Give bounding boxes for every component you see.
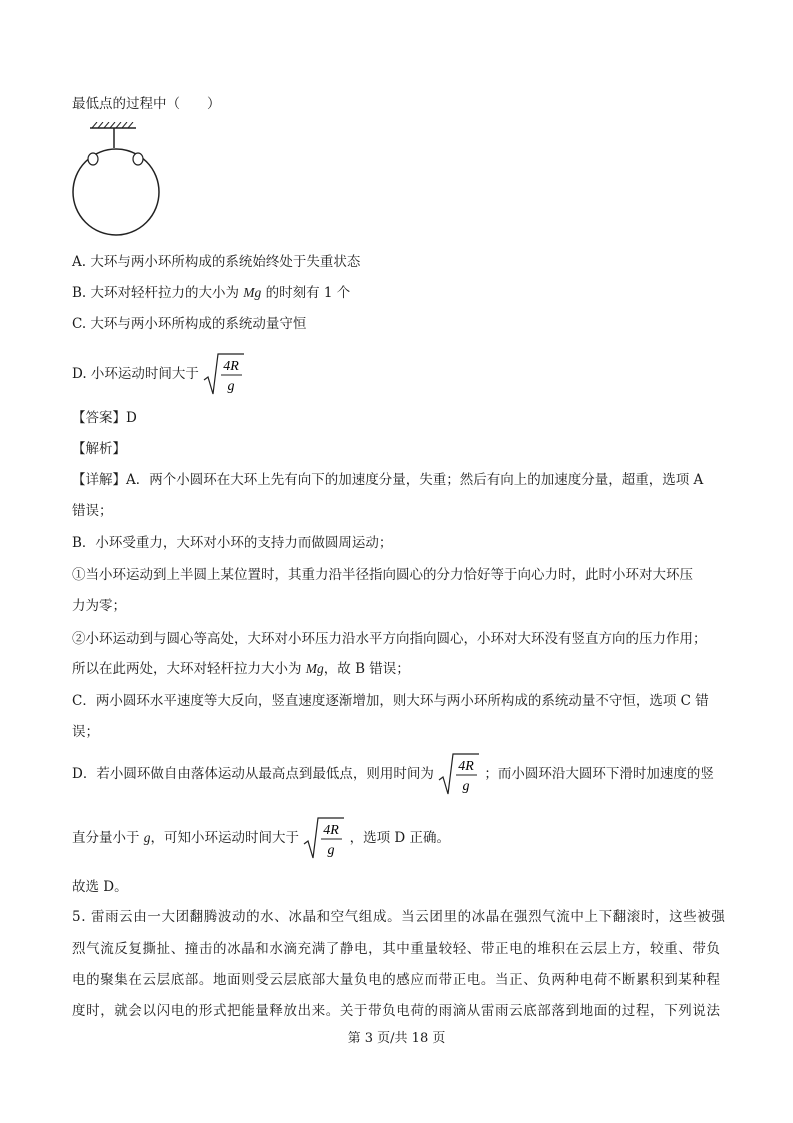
svg-text:g: g [227, 379, 235, 394]
svg-text:4R: 4R [458, 759, 474, 774]
ring-figure [70, 122, 166, 242]
option-c: C. 大环与两小环所构成的系统动量守恒 [72, 316, 307, 332]
option-d: D. 小环运动时间大于 4R g [72, 352, 245, 396]
analysis-label: 【解析】 [72, 441, 126, 457]
explain-line: 所以在此两处，大环对轻杆拉力大小为 Mg，故 B 错误； [72, 661, 410, 677]
question-5-line: 烈气流反复撕扯、撞击的冰晶和水滴充满了静电，其中重量较轻、带正电的堆积在云层上方，较重、带负 [72, 941, 721, 957]
explain-line: D．若小圆环做自由落体运动从最高点到最低点，则用时间为 4R g ；而小圆环沿大圆环下滑时加速度的竖 [72, 752, 714, 796]
option-a: A. 大环与两小环所构成的系统始终处于失重状态 [72, 254, 361, 270]
explain-line: 故选 D。 [72, 879, 128, 895]
explain-line: ②小环运动到与圆心等高处，大环对小环压力沿水平方向指向圆心，小环对大环没有竖直方向的压力作用； [72, 631, 707, 647]
page-number: 第 3 页/共 18 页 [347, 1031, 446, 1046]
question-5-line: 电的聚集在云层底部。地面则受云层底部大量负电的感应而带正电。当正、负两种电荷不断累积到某种程 [72, 972, 721, 988]
explain-line: 直分量小于 g，可知小环运动时间大于 4R g ，选项 D 正确。 [72, 816, 450, 860]
sqrt-formula [438, 752, 480, 796]
svg-text:4R: 4R [323, 823, 340, 838]
svg-text:g: g [327, 843, 335, 858]
question-5-line: 5. 雷雨云由一大团翻腾波动的水、冰晶和空气组成。当云团里的冰晶在强烈气流中上下翻滚时，这些被强 [72, 909, 726, 925]
option-b: B. 大环对轻杆拉力的大小为 Mg 的时刻有 1 个 [72, 285, 351, 301]
explain-line: 【详解】A．两个小圆环在大环上先有向下的加速度分量，失重；然后有向上的加速度分量，超重，选项 A [72, 472, 704, 488]
explain-line: ①当小环运动到上半圆上某位置时，其重力沿半径指向圆心的分力恰好等于向心力时，此时小环对大环压 [72, 567, 693, 583]
question-5-line: 度时，就会以闪电的形式把能量释放出来。关于带负电荷的雨滴从雷雨云底部落到地面的过程，下列说法 [72, 1003, 721, 1019]
sqrt-formula [203, 352, 245, 396]
sqrt-formula [303, 816, 345, 860]
explain-line: C．两小圆环水平速度等大反向，竖直速度逐渐增加，则大环与两小环所构成的系统动量不守恒，选项 C 错 [72, 693, 709, 709]
answer: 【答案】D [72, 410, 137, 426]
question-continuation: 最低点的过程中（ ） [72, 96, 221, 112]
svg-text:g: g [462, 779, 470, 794]
explain-line: 错误； [72, 503, 113, 519]
explain-line: B．小环受重力，大环对小环的支持力而做圆周运动； [72, 535, 393, 551]
explain-line: 误； [72, 724, 99, 740]
svg-text:4R: 4R [223, 359, 240, 374]
explain-line: 力为零； [72, 598, 126, 614]
